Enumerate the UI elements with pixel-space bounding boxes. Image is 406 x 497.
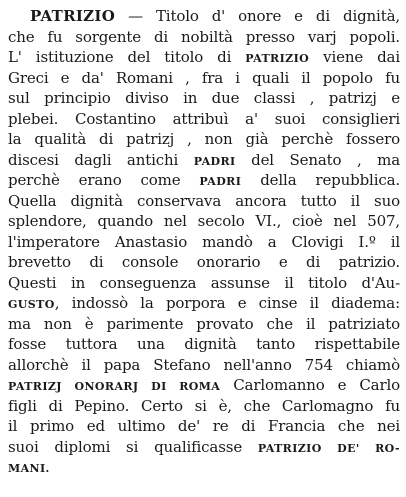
small-caps-term: PADRI bbox=[193, 154, 236, 168]
text-segment: ma non è parimente provato che il patriziato bbox=[8, 314, 400, 333]
text-segment: suoi diplomi si qualificasse bbox=[8, 437, 258, 456]
text-segment: brevetto di console onorario e di patrizio. bbox=[8, 253, 400, 271]
text-segment: discesi dagli antichi bbox=[8, 150, 194, 169]
text-line bbox=[8, 47, 400, 68]
text-segment: Greci e da' Romani , fra i quali il popolo fu bbox=[8, 68, 400, 87]
text-line bbox=[8, 437, 400, 458]
text-line bbox=[8, 232, 400, 253]
text-segment: splendore, quando nel secolo VI., cioè nel 507, bbox=[8, 212, 400, 230]
text-segment: viene dai bbox=[309, 48, 400, 66]
text-line bbox=[8, 355, 400, 376]
text-segment: della repubblica. bbox=[241, 171, 401, 189]
text-segment: , indossò la porpora e cinse il diadema: bbox=[54, 294, 400, 312]
text-segment: sul principio diviso in due classi , patrizj e bbox=[8, 89, 400, 107]
text-segment: allorchè il papa Stefano nell'anno 754 chiamò bbox=[8, 355, 400, 374]
text-line bbox=[8, 273, 400, 294]
text-line bbox=[8, 150, 400, 171]
text-segment: l'imperatore Anastasio mandò a Clovigi I.º il bbox=[8, 232, 400, 251]
text-line bbox=[8, 416, 400, 437]
text-segment: Questi in conseguenza assunse il titolo d'Au- bbox=[8, 273, 400, 292]
dictionary-entry bbox=[8, 6, 400, 478]
text-line bbox=[8, 375, 400, 396]
text-segment: figli di Pepino. Certo si è, che Carlomagno fu bbox=[8, 396, 400, 415]
small-caps-term: GUSTO bbox=[8, 298, 55, 311]
text-line bbox=[8, 396, 400, 417]
text-segment: — Titolo d' onore e di dignità, bbox=[115, 7, 400, 25]
text-segment: perchè erano come bbox=[8, 171, 200, 189]
text-line bbox=[8, 314, 400, 335]
text-line bbox=[8, 170, 400, 191]
text-line bbox=[8, 252, 400, 273]
text-line bbox=[8, 457, 400, 478]
text-segment: fosse tuttora una dignità tanto rispettabile bbox=[8, 335, 400, 353]
text-line bbox=[8, 6, 400, 27]
text-line bbox=[8, 68, 400, 89]
small-caps-term: PATRIZJ ONORARJ DI ROMA bbox=[8, 380, 221, 393]
text-segment: Quella dignità conservava ancora tutto il suo bbox=[8, 191, 400, 210]
small-caps-term: PADRI bbox=[199, 175, 242, 188]
text-segment: Carlomanno e Carlo bbox=[220, 376, 400, 394]
text-segment: del Senato , ma bbox=[235, 150, 401, 169]
text-line bbox=[8, 27, 400, 48]
small-caps-term: MANI. bbox=[8, 462, 50, 475]
small-caps-term: PATRIZIO DE' RO- bbox=[257, 441, 400, 455]
text-line bbox=[8, 88, 400, 109]
text-line bbox=[8, 129, 400, 150]
text-line bbox=[8, 334, 400, 355]
text-segment: L' istituzione del titolo di bbox=[8, 48, 246, 66]
text-segment: che fu sorgente di nobiltà presso varj popoli. bbox=[8, 27, 400, 46]
small-caps-term: PATRIZIO bbox=[245, 52, 310, 65]
text-line bbox=[8, 293, 400, 314]
text-segment: plebei. Costantino attribuì a' suoi consiglieri bbox=[8, 109, 400, 128]
text-line bbox=[8, 211, 400, 232]
text-line bbox=[8, 109, 400, 130]
text-segment: la qualità di patrizj , non già perchè fossero bbox=[8, 130, 400, 148]
text-segment: il primo ed ultimo de' re di Francia che nei bbox=[8, 417, 400, 435]
text-line bbox=[8, 191, 400, 212]
headword: PATRIZIO bbox=[30, 7, 116, 25]
